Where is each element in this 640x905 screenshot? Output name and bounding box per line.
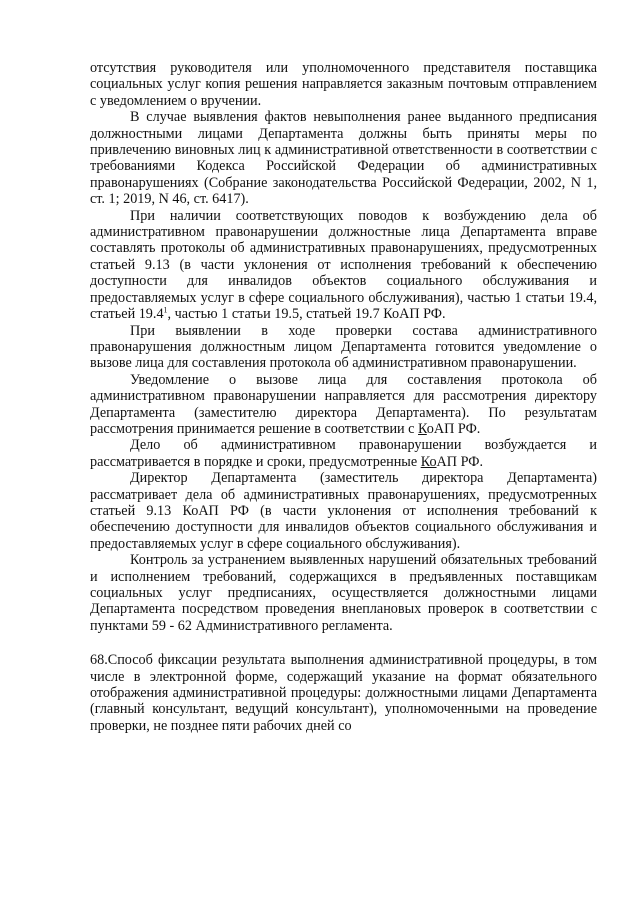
paragraph-text: В случае выявления фактов невыполнения ранее выданного предписания должностными лицами Департамента должны быть приняты меры по привлечению виновных лиц к административной ответственности в соответствии с требованиями Кодекса Российской Федерации об административных правонарушениях (Собрание законодательства Российской Федерации, 2002, N 1, ст. 1; 2019, N 46, ст. 6417). [90, 109, 597, 208]
paragraph-text: АП РФ. [436, 453, 483, 470]
underlined-text: К [418, 420, 427, 437]
paragraph [90, 652, 597, 734]
underlined-text: Ко [420, 453, 437, 470]
paragraph [90, 372, 597, 438]
superscript: 1 [163, 305, 168, 315]
paragraph-text: Уведомление о вызове лица для составления протокола об административном правонарушении направляется для рассмотрения директору Департамента (заместителю директора Департамента). По результатам рассмотрения принимается решение в соответствии с [90, 371, 597, 437]
paragraph-text: При наличии соответствующих поводов к возбуждению дела об административном правонарушении должностные лица Департамента вправе составлять протоколы об административных правонарушениях, предусмотренных статьей 9.13 (в части уклонения от исполнения требований к обеспечению доступности для инвалидов объектов социального обслуживания и предоставляемых услуг в сфере социального обслуживания), частью 1 статьи 19.4, статьей 19.4 [90, 207, 597, 323]
paragraph-text: Директор Департамента (заместитель директора Департамента) рассматривает дела об административных правонарушениях, предусмотренных статьей 9.13 КоАП РФ (в части уклонения от исполнения требований к обеспечению доступности для инвалидов объектов социального обслуживания и предоставляемых услуг в сфере социального обслуживания). [90, 470, 597, 552]
paragraph-text: отсутствия руководителя или уполномоченного представителя поставщика социальных услуг копия решения направляется заказным почтовым отправлением с уведомлением о вручении. [90, 60, 597, 109]
paragraph-text: 68.Способ фиксации результата выполнения административной процедуры, в том числе в электронной форме, содержащий указание на формат обязательного отображения административной процедуры: должностными лицами Департамента (главный консультант, ведущий консультант), уполномоченными на проведение проверки, не позднее пяти рабочих дней со [90, 652, 597, 734]
paragraph [90, 552, 597, 634]
paragraph [90, 323, 597, 372]
paragraph-text: Дело об административном правонарушении возбуждается и рассматривается в порядке и сроки, предусмотренные [90, 437, 597, 470]
paragraph-text: оАП РФ. [426, 420, 481, 437]
paragraph [90, 470, 597, 552]
document-body [90, 60, 597, 734]
paragraph [90, 109, 597, 207]
paragraph-text: При выявлении в ходе проверки состава административного правонарушения должностным лицом Департамента готовится уведомление о вызове лица для составления протокола об административном правонарушении. [90, 322, 597, 372]
paragraph-text: Контроль за устранением выявленных нарушений обязательных требований и исполнением требований, содержащихся в предъявленных поставщикам социальных услуг предписаниях, осуществляется должностными лицами Департамента посредством проведения внеплановых проверок в соответствии с пунктами 59 - 62 Административного регламента. [90, 552, 597, 634]
paragraph [90, 208, 597, 323]
paragraph [90, 60, 597, 109]
paragraph-text: , частью 1 статьи 19.5, статьей 19.7 КоАП РФ. [167, 306, 446, 323]
paragraph [90, 437, 597, 470]
